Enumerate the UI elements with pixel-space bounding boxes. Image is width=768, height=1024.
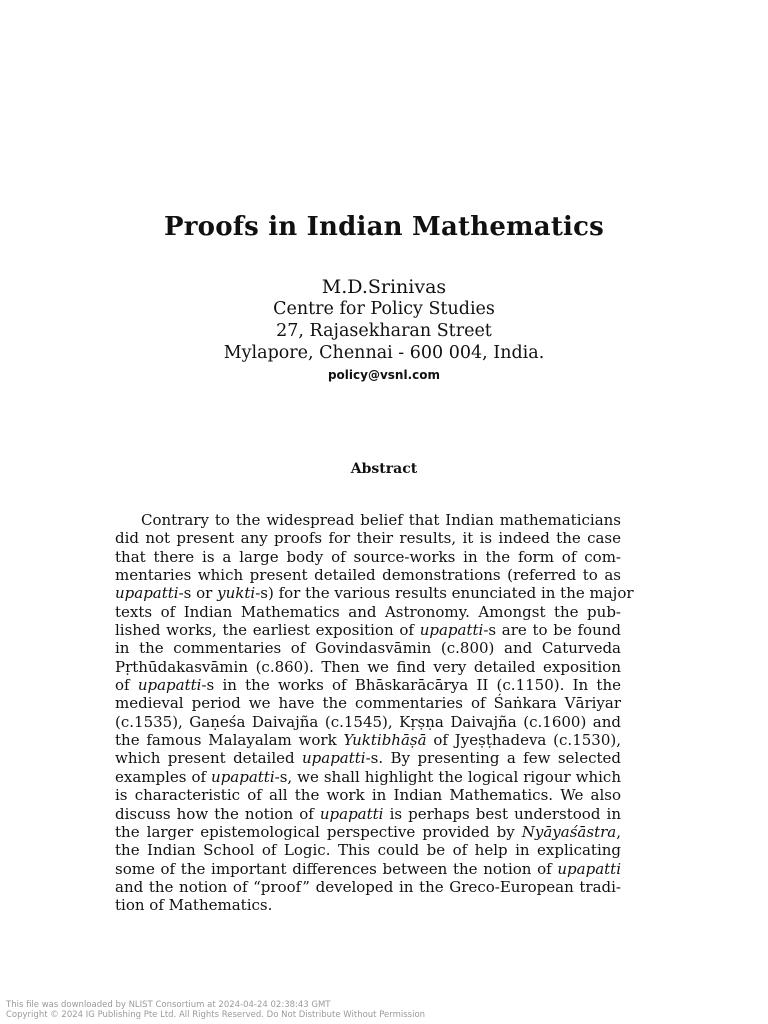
- abstract-line: upapatti-s or yukti-s) for the various results enunciated in the major: [115, 584, 634, 603]
- abstract-line: the larger epistemological perspective provided by Nyāyaśāstra,: [115, 822, 621, 841]
- abstract-line: lished works, the earliest exposition of upapatti-s are to be found: [115, 621, 622, 640]
- abstract-line: which present detailed upapatti-s. By presenting a few selected: [115, 749, 621, 768]
- abstract-line: did not present any proofs for their results, it is indeed the case: [115, 529, 621, 548]
- abstract-line: Pṛthūdakasvāmin (c.860). Then we find very detailed exposition: [115, 657, 621, 676]
- download-footer: [6, 1000, 425, 1020]
- footer-download-line: This file was downloaded by NLIST Consortium at 2024-04-24 02:38:43 GMT: [6, 1000, 331, 1010]
- abstract-line: the Indian School of Logic. This could be of help in explicating: [115, 841, 621, 860]
- author-block: [0, 276, 768, 383]
- author-email[interactable]: policy@vsnl.com: [327, 368, 441, 382]
- abstract-line: medieval period we have the commentaries of Śaṅkara Vāriyar: [115, 694, 621, 713]
- abstract-line: mentaries which present detailed demonstrations (referred to as: [115, 566, 621, 585]
- abstract-line: discuss how the notion of upapatti is perhaps best understood in: [115, 804, 621, 823]
- author-affiliation: Centre for Policy Studies: [273, 299, 495, 319]
- author-name: M.D.Srinivas: [321, 276, 447, 298]
- author-street: 27, Rajasekharan Street: [276, 321, 492, 341]
- abstract-line: of upapatti-s in the works of Bhāskarācārya II (c.1150). In the: [115, 676, 621, 695]
- abstract-line: is characteristic of all the work in Indian Mathematics. We also: [115, 786, 621, 805]
- abstract-line: tion of Mathematics.: [115, 896, 273, 915]
- author-city: Mylapore, Chennai - 600 004, India.: [223, 343, 545, 363]
- abstract-line: (c.1535), Gaṇeśa Daivajña (c.1545), Kṛṣṇa Daivajña (c.1600) and: [115, 712, 621, 731]
- paper-title: Proofs in Indian Mathematics: [164, 212, 604, 242]
- abstract-line: that there is a large body of source-works in the form of com-: [115, 547, 621, 566]
- abstract-line: and the notion of “proof” developed in the Greco-European tradi-: [115, 877, 621, 896]
- abstract-heading: Abstract: [350, 461, 418, 477]
- abstract-line: texts of Indian Mathematics and Astronomy. Amongst the pub-: [115, 602, 621, 621]
- abstract-line: in the commentaries of Govindasvāmin (c.800) and Caturveda: [115, 639, 621, 658]
- abstract-line: Contrary to the widespread belief that Indian mathematicians: [141, 511, 621, 529]
- footer-copyright-line: Copyright © 2024 IG Publishing Pte Ltd. All Rights Reserved. Do Not Distribute Without Permission: [6, 1010, 426, 1020]
- abstract-body: [115, 511, 634, 915]
- abstract-line: examples of upapatti-s, we shall highlight the logical rigour which: [115, 767, 621, 786]
- abstract-line: some of the important differences between the notion of upapatti: [115, 859, 621, 878]
- abstract-line: the famous Malayalam work Yuktibhāṣā of Jyeṣṭhadeva (c.1530),: [115, 731, 621, 750]
